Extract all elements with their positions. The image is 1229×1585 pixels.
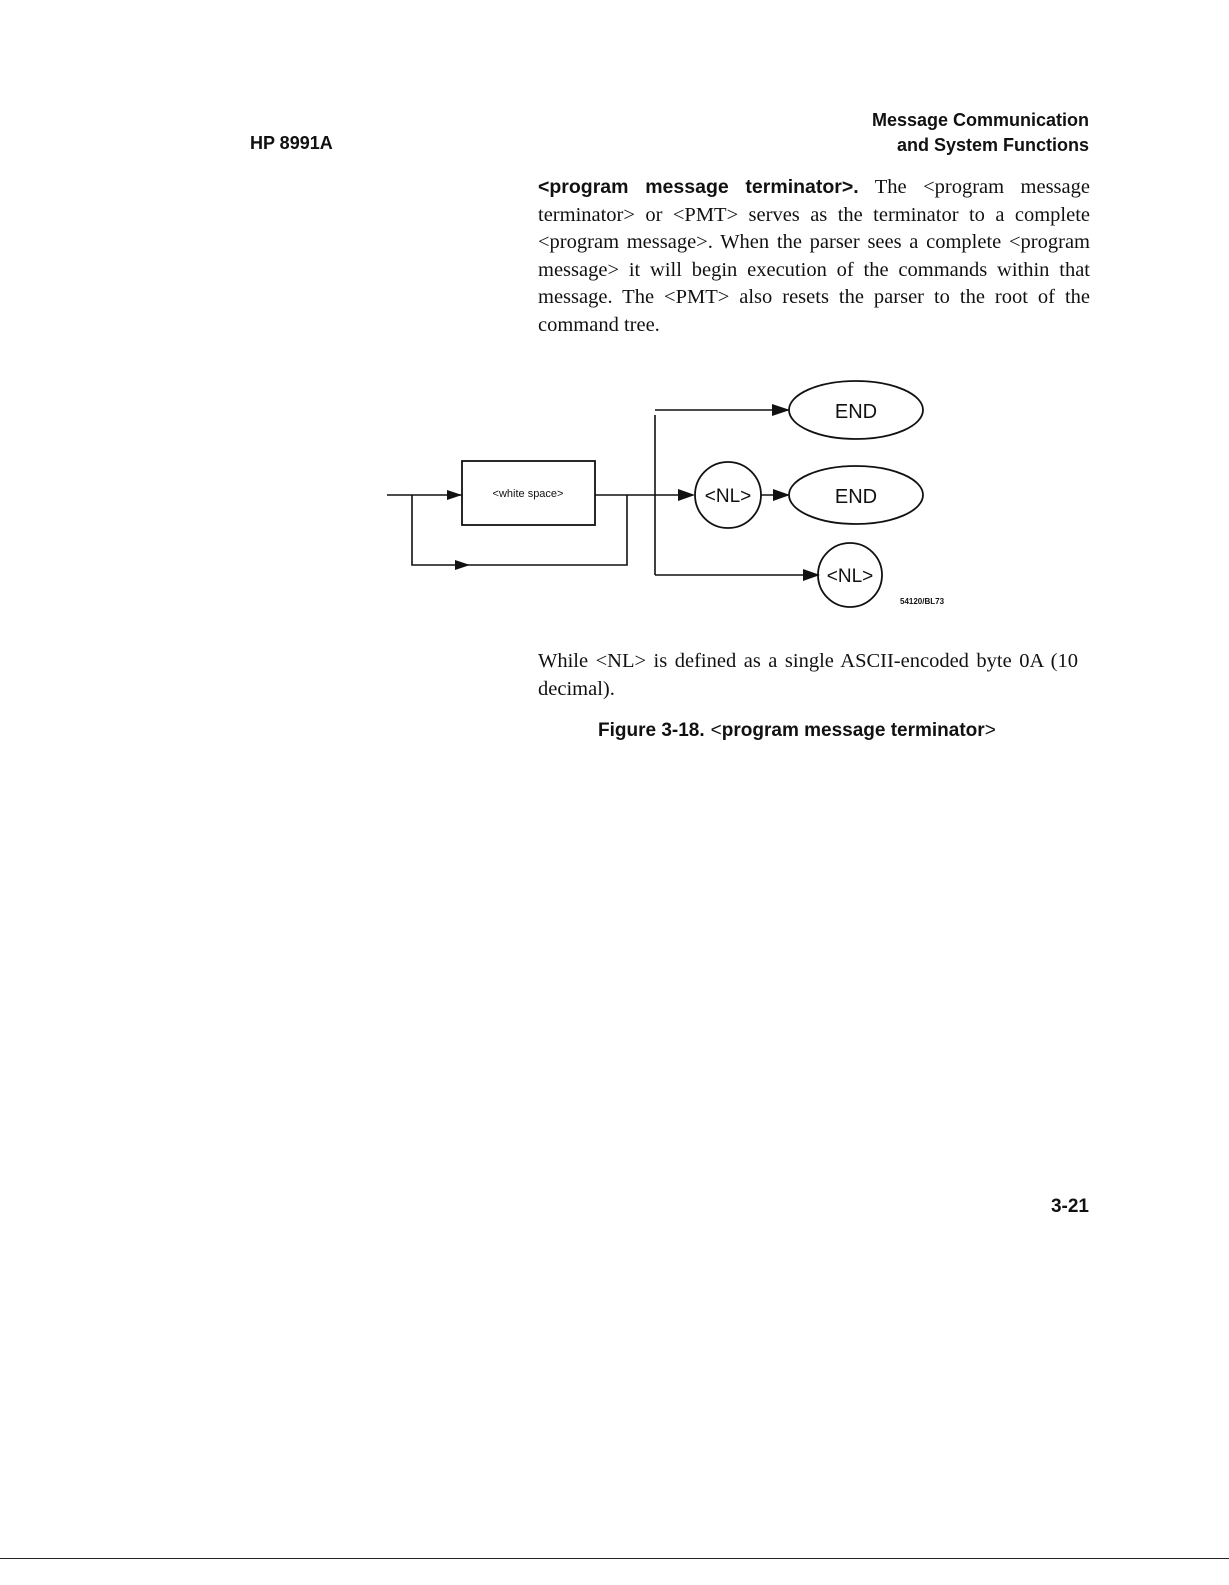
figure-caption bbox=[598, 720, 996, 742]
nl-node-middle-label: <NL> bbox=[704, 486, 752, 507]
running-header-model: HP 8991A bbox=[250, 133, 333, 153]
branch-top-arrowhead bbox=[772, 404, 790, 416]
bypass-arrowhead bbox=[455, 560, 470, 570]
white-space-label: <white space> bbox=[492, 488, 564, 500]
nl-to-end-arrowhead bbox=[773, 489, 790, 501]
note-paragraph: While <NL> is defined as a single ASCII-encoded byte 0A (10 decimal). bbox=[538, 650, 1078, 700]
figure-title bbox=[711, 720, 996, 741]
running-header-section-line1: Message Communication bbox=[871, 110, 1089, 130]
body-paragraph-text: The <program message terminator> or <PMT> serves as the terminator to a complete <program message>. When the parser sees a complete <program message> it will begin execution of the commands within that message. The <PMT> also resets the parser to the root of the command tree. bbox=[538, 176, 1090, 336]
syntax-diagram bbox=[0, 0, 1229, 640]
page-number: 3-21 bbox=[1050, 1196, 1089, 1217]
running-header-section-line2: and System Functions bbox=[896, 135, 1089, 155]
figure-code: 54120/BL73 bbox=[900, 597, 945, 606]
figure-title-text: program message terminator bbox=[721, 720, 985, 741]
nl-node-bottom-label: <NL> bbox=[826, 566, 874, 587]
branch-middle-arrowhead bbox=[678, 489, 695, 501]
entry-arrowhead bbox=[447, 490, 462, 500]
scan-bottom-edge bbox=[0, 1558, 1229, 1559]
end-node-middle-label: END bbox=[834, 486, 878, 508]
defined-term: <program message terminator>. bbox=[538, 176, 859, 198]
figure-number: Figure 3-18. bbox=[598, 720, 705, 741]
figure-title-gt: > bbox=[984, 720, 996, 741]
figure-title-lt: < bbox=[710, 720, 722, 741]
end-node-top-label: END bbox=[834, 401, 878, 423]
